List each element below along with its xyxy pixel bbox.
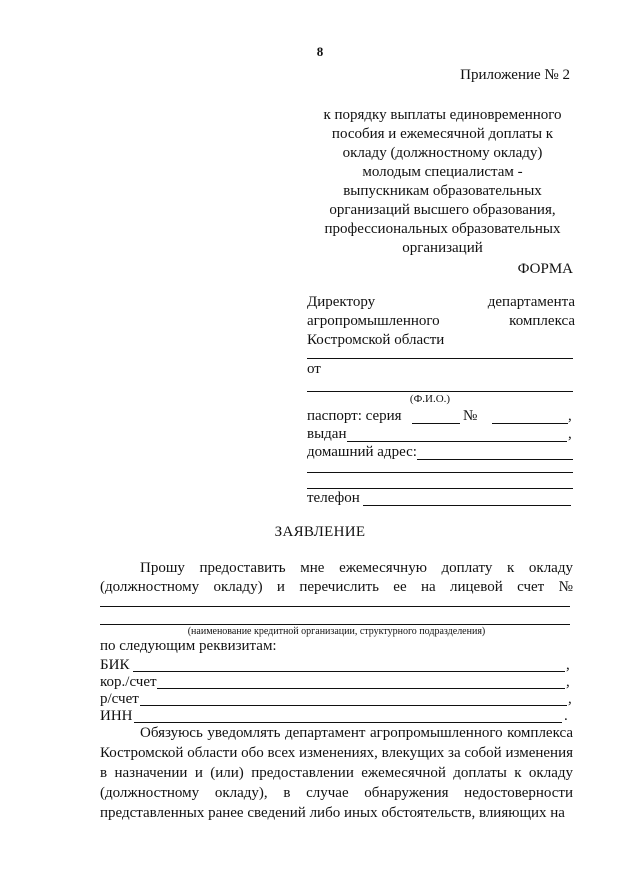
page-number: 8: [316, 44, 324, 59]
addressee-line-3: Костромской области: [307, 332, 445, 348]
number-sign: №: [463, 408, 478, 424]
appendix-title: Приложение № 2: [460, 67, 570, 83]
inn-label: ИНН: [100, 708, 133, 724]
addressee-word: Директору: [307, 294, 376, 310]
home-address-line: [417, 459, 573, 460]
appendix-line: пособия и ежемесячной доплаты к: [331, 126, 554, 142]
phone-label: телефон: [307, 490, 360, 506]
bank-caption: (наименование кредитной организации, структурного подразделения): [187, 626, 486, 637]
request-words: [140, 560, 573, 577]
request-line-1: [140, 560, 573, 577]
word: перечислить: [299, 579, 379, 595]
issued-label: выдан: [307, 426, 347, 442]
kor-label: кор./счет: [100, 674, 157, 690]
addressee-word: агропромышленного: [307, 313, 440, 329]
bik-label: БИК: [100, 657, 130, 673]
statement-title: ЗАЯВЛЕНИЕ: [274, 524, 366, 540]
home-address-label: домашний адрес:: [307, 444, 417, 460]
word: (должностному: [100, 579, 200, 595]
word: мне: [300, 560, 325, 576]
period: .: [564, 708, 568, 724]
comma: ,: [568, 691, 572, 707]
fio-caption: (Ф.И.О.): [409, 393, 451, 405]
addressee-word: департамента: [487, 294, 575, 310]
appendix-line: молодым специалистам -: [362, 164, 523, 180]
word: к: [506, 560, 515, 576]
word: лицевой: [450, 579, 503, 595]
word: счет: [517, 579, 545, 595]
word: №: [558, 579, 573, 595]
form-label: ФОРМА: [517, 261, 573, 277]
comma: ,: [566, 674, 570, 690]
issued-line: [347, 441, 567, 442]
bik-line: [133, 671, 565, 672]
word: окладу: [528, 560, 573, 576]
appendix-line: выпускникам образовательных: [343, 183, 542, 199]
appendix-line: окладу (должностному окладу): [342, 145, 543, 161]
appendix-line: профессиональных образовательных: [324, 221, 561, 237]
word: ее: [393, 579, 407, 595]
rs-line: [140, 705, 567, 706]
kor-line: [157, 688, 565, 689]
from-label: от: [307, 361, 321, 377]
word: на: [420, 579, 436, 595]
addressee-block: [307, 293, 575, 350]
appendix-description: [300, 106, 585, 258]
request-words: [100, 579, 573, 596]
addressee-line-1: [307, 293, 575, 312]
home-address-line-2: [307, 472, 573, 473]
word: ежемесячную: [339, 560, 427, 576]
request-line-2: [100, 579, 573, 596]
home-address-line-3: [307, 488, 573, 489]
word: предоставить: [199, 560, 286, 576]
addressee-word: комплекса: [509, 313, 575, 329]
addressee-line-2: [307, 312, 575, 331]
comma: ,: [566, 657, 570, 673]
word: Прошу: [140, 560, 185, 576]
obligation-paragraph: Обязуюсь уведомлять департамент агропромышленного комплекса Костромской области обо всех изменениях, влекущих за собой изменения в назначении и (или) предоставлении ежемесячной доплаты к окладу (должностному окладу), в случае обнаружения недостоверности представленных ранее сведений либо иных обстоятельств, влияющих на: [100, 725, 573, 821]
requisites-intro: по следующим реквизитам:: [100, 638, 277, 654]
appendix-line: организаций высшего образования,: [329, 202, 556, 218]
comma: ,: [568, 408, 572, 424]
word: окладу): [213, 579, 263, 595]
word: и: [276, 579, 285, 595]
rs-label: р/счет: [100, 691, 139, 707]
fio-line: [307, 391, 573, 392]
appendix-line: организаций: [402, 240, 483, 256]
passport-series-line: [412, 423, 460, 424]
account-line-1: [100, 606, 570, 607]
passport-label: паспорт: серия: [307, 408, 402, 424]
appendix-line: к порядку выплаты единовременного: [323, 107, 562, 123]
comma: ,: [568, 426, 572, 442]
word: доплату: [441, 560, 493, 576]
account-line-2: [100, 624, 570, 625]
passport-number-line: [492, 423, 568, 424]
addressee-blank-line: [307, 358, 573, 359]
phone-line: [363, 505, 571, 506]
